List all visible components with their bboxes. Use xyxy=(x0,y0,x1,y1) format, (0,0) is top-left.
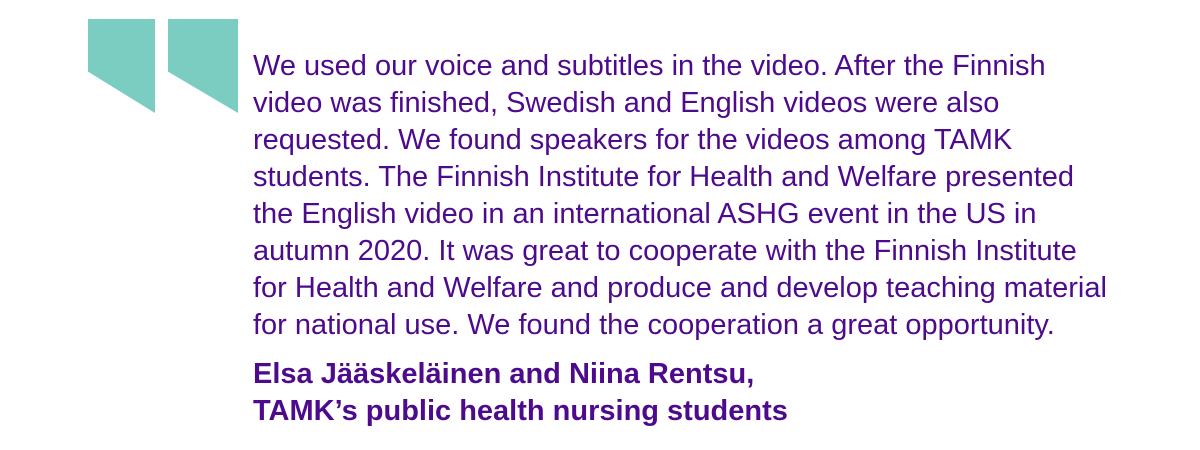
quote-line: requested. We found speakers for the videos among TAMK xyxy=(253,124,1013,156)
quote-line: for national use. We found the cooperation a great opportunity. xyxy=(253,309,1055,341)
quote-line: for Health and Welfare and produce and develop teaching material xyxy=(253,272,1107,304)
quote-line: video was finished, Swedish and English videos were also xyxy=(253,87,1000,119)
quotation-mark-right-shape xyxy=(168,19,238,113)
quotation-mark-icon xyxy=(88,19,238,113)
quotation-mark-left-shape xyxy=(88,19,155,113)
quote-line: the English video in an international ASHG event in the US in xyxy=(253,198,1037,230)
quote-attribution xyxy=(253,356,1153,430)
attribution-subtitle: TAMK’s public health nursing students xyxy=(253,395,788,427)
quote-body xyxy=(253,48,1153,344)
quote-text xyxy=(253,48,1153,430)
quote-line: autumn 2020. It was great to cooperate with the Finnish Institute xyxy=(253,235,1077,267)
attribution-names: Elsa Jääskeläinen and Niina Rentsu, xyxy=(253,358,755,390)
quote-line: students. The Finnish Institute for Health and Welfare presented xyxy=(253,161,1075,193)
quote-line: We used our voice and subtitles in the video. After the Finnish xyxy=(253,50,1046,82)
